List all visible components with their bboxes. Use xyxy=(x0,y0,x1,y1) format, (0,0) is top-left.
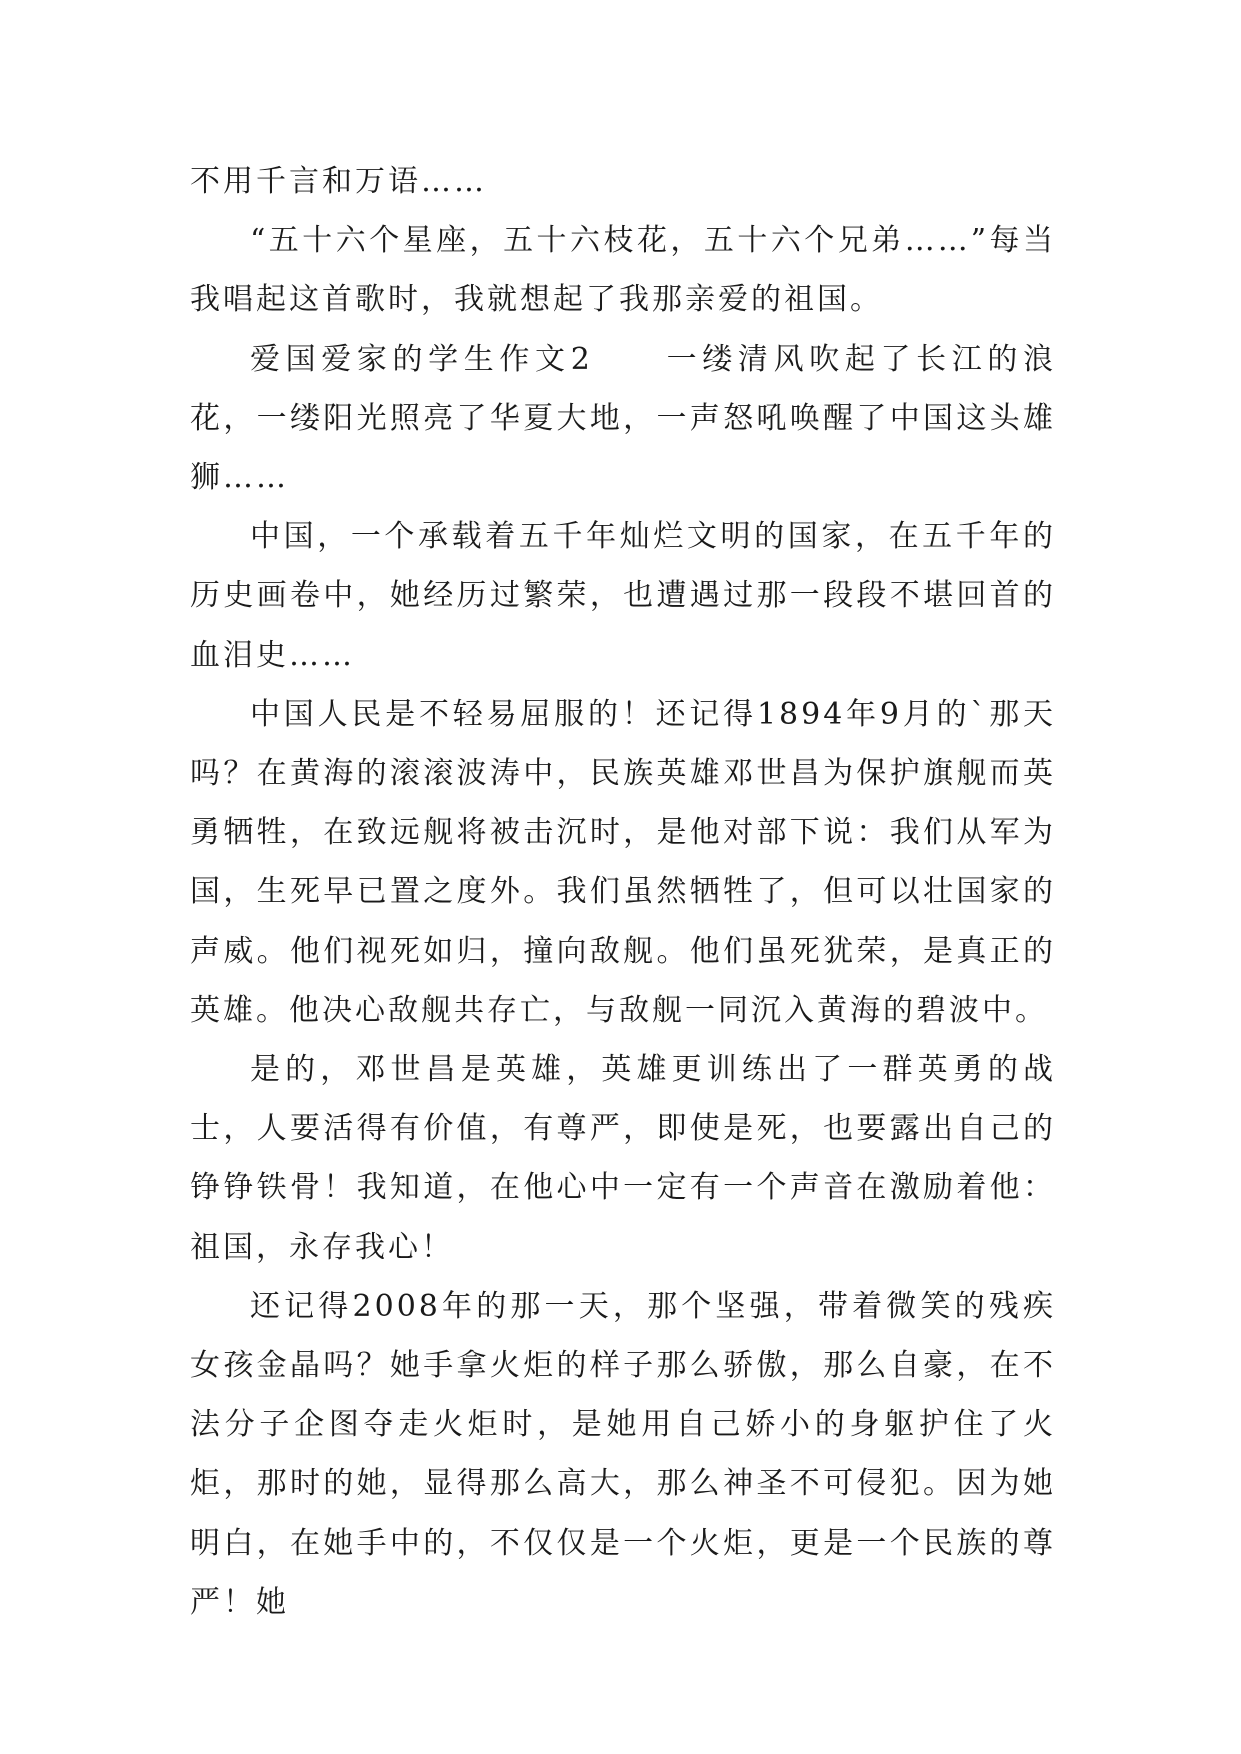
paragraph-4: 中国，一个承载着五千年灿烂文明的国家，在五千年的历史画卷中，她经历过繁荣，也遭遇过那一段段不堪回首的血泪史…… xyxy=(190,519,1056,673)
essay-body xyxy=(190,152,1056,1632)
paragraph-7: 还记得2008年的那一天，那个坚强，带着微笑的残疾女孩金晶吗？她手拿火炬的样子那么骄傲，那么自豪，在不法分子企图夺走火炬时，是她用自己娇小的身躯护住了火炬，那时的她，显得那么高大，那么神圣不可侵犯。因为她明白，在她手中的，不仅仅是一个火炬，更是一个民族的尊严！她 xyxy=(190,1288,1056,1620)
paragraph-6: 是的，邓世昌是英雄，英雄更训练出了一群英勇的战士，人要活得有价值，有尊严，即使是死，也要露出自己的铮铮铁骨！我知道，在他心中一定有一个声音在激励着他：祖国，永存我心！ xyxy=(190,1052,1056,1265)
paragraph-3: 爱国爱家的学生作文2 一缕清风吹起了长江的浪花，一缕阳光照亮了华夏大地，一声怒吼唤醒了中国这头雄狮…… xyxy=(190,341,1056,496)
paragraph-5: 中国人民是不轻易屈服的！还记得1894年9月的`那天吗？在黄海的滚滚波涛中，民族英雄邓世昌为保护旗舰而英勇牺牲，在致远舰将被击沉时，是他对部下说：我们从军为国，生死早已置之度外。我们虽然牺牲了，但可以壮国家的声威。他们视死如归，撞向敌舰。他们虽死犹荣，是真正的英雄。他决心敌舰共存亡，与敌舰一同沉入黄海的碧波中。 xyxy=(190,696,1056,1028)
paragraph-1: 不用千言和万语…… xyxy=(190,164,487,199)
paragraph-2: “五十六个星座，五十六枝花，五十六个兄弟……”每当我唱起这首歌时，我就想起了我那亲爱的祖国。 xyxy=(190,223,1056,318)
